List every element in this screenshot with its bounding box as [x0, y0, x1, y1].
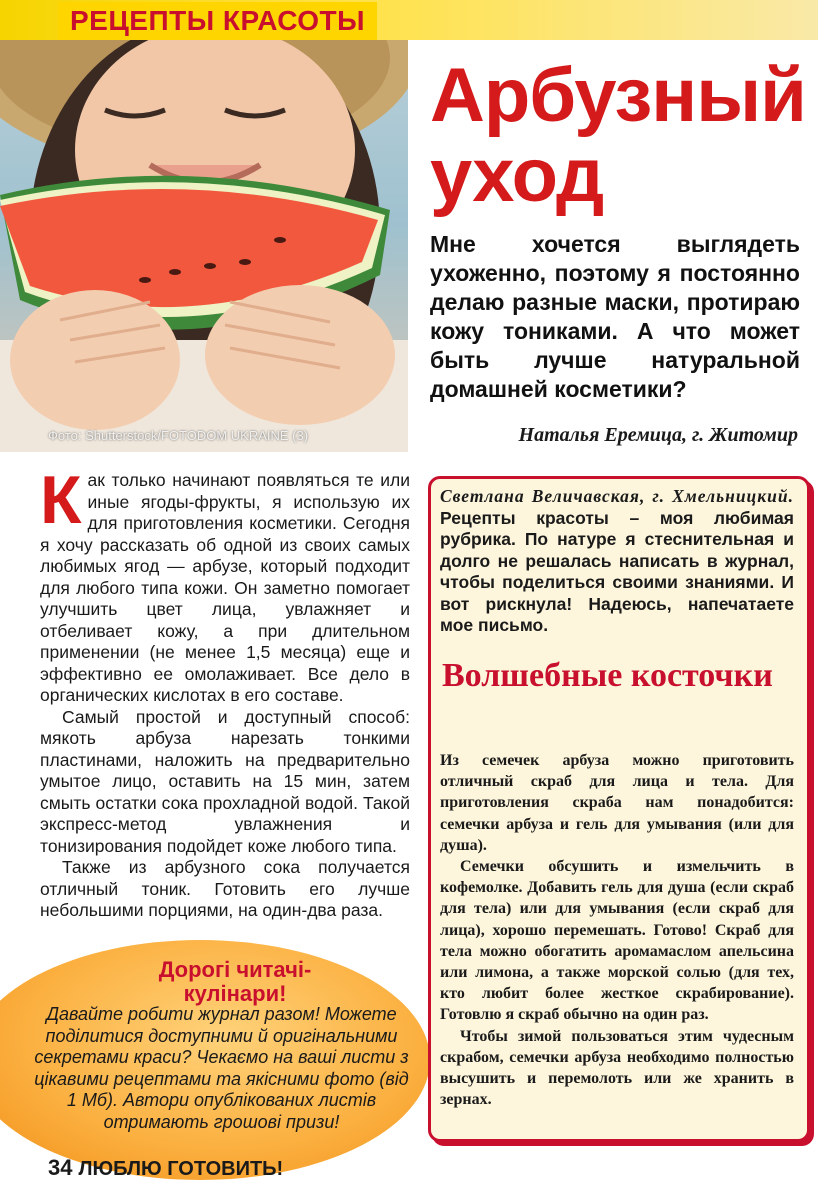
- page-footer: [48, 1155, 283, 1181]
- reader-callout-title: Дорогі читачі-кулінари!: [158, 957, 312, 1006]
- woman-eating-watermelon-illustration: [0, 40, 408, 452]
- section-label: РЕЦЕПТЫ КРАСОТЫ: [58, 2, 377, 40]
- article-body: [40, 462, 410, 922]
- reader-callout-text: Давайте робити журнал разом! Можете поділитися доступними й оригінальними секретами краси? Чекаємо на ваші листи з цікавими рецептами та якісними фото (від 1 Мб). Автори опублікованих листів отримають грошові призи!: [34, 1004, 409, 1132]
- reader-letter-title: Волшебные косточки: [442, 657, 773, 694]
- article-title: [430, 53, 810, 218]
- reader-letter-intro-text: Рецепты красоты – моя любимая рубрика. По натуре я стеснительная и долго не решалась написать в журнал, чтобы поделиться своими знаниями. И вот рискнула! Надеюсь, напечатаете мое письмо.: [440, 507, 794, 635]
- photo-credit: Фото: Shutterstock/FOTODOM UKRAINE (3): [48, 428, 309, 443]
- body-paragraph-3: Также из арбузного сока получается отличный тоник. Готовить его лучше небольшими порциями, на один-два раза.: [40, 857, 410, 920]
- letter-paragraph-1: Из семечек арбуза можно приготовить отличный скраб для лица и тела. Для приготовления скраба нам понадобится: семечки арбуза и гель для умывания (или для душа).: [440, 752, 794, 854]
- title-line-1: Арбузный: [430, 53, 806, 138]
- reader-letter-author: Светлана Величавская, г. Хмельницкий.: [440, 486, 794, 506]
- letter-paragraph-3: Чтобы зимой пользоваться этим чудесным скрабом, семечки арбуза необходимо полностью высушить и перемолоть или же хранить в зернах.: [440, 1027, 794, 1109]
- body-paragraph-1: Как только начинают появляться те или иные ягоды-фрукты, я использую их для приготовления косметики. Сегодня я хочу рассказать об одной из своих самых любимых ягод — арбузе, который подходит для любого типа кожи. Он заметно помогает улучшить цвет лица, увлажняет и отбеливает кожу, а при длительном применении (не менее 1,5 месяца) еще и эффективно ее омолаживает. Все дело в органических кислотах в его составе.: [40, 462, 410, 705]
- letter-paragraph-2: Семечки обсушить и измельчить в кофемолке. Добавить гель для душа (если скраб для тела) или для умывания (если скраб для лица), хорошо перемешать. Готово! Скраб для тела можно обогатить аромамаслом апельсина или лимона, а также морской солью (для тех, кто любит более жесткое скрабирование). Готовлю я скраб обычно на один раз.: [440, 858, 794, 1024]
- drop-cap: К: [40, 462, 82, 538]
- page-number: 34: [48, 1155, 73, 1180]
- magazine-name: ЛЮБЛЮ ГОТОВИТЬ!: [78, 1158, 284, 1180]
- article-lead: Мне хочется выглядеть ухоженно, поэтому я постоянно делаю разные маски, протираю кожу тониками. А что может быть лучше натуральной домашней косметики?: [430, 231, 800, 402]
- article-byline: Наталья Еремица, г. Житомир: [518, 424, 798, 446]
- article-photo: [0, 40, 408, 452]
- reader-letter-intro: [440, 486, 794, 637]
- title-line-2: уход: [430, 133, 604, 218]
- reader-letter-body: [440, 750, 794, 1110]
- body-paragraph-2: Самый простой и доступный способ: мякоть арбуза нарезать тонкими пластинами, наложить на предварительно умытое лицо, оставить на 15 мин, затем смыть остатки сока прохладной водой. Такой экспресс-метод увлажнения и тонизирования подойдет коже любого типа.: [40, 706, 410, 856]
